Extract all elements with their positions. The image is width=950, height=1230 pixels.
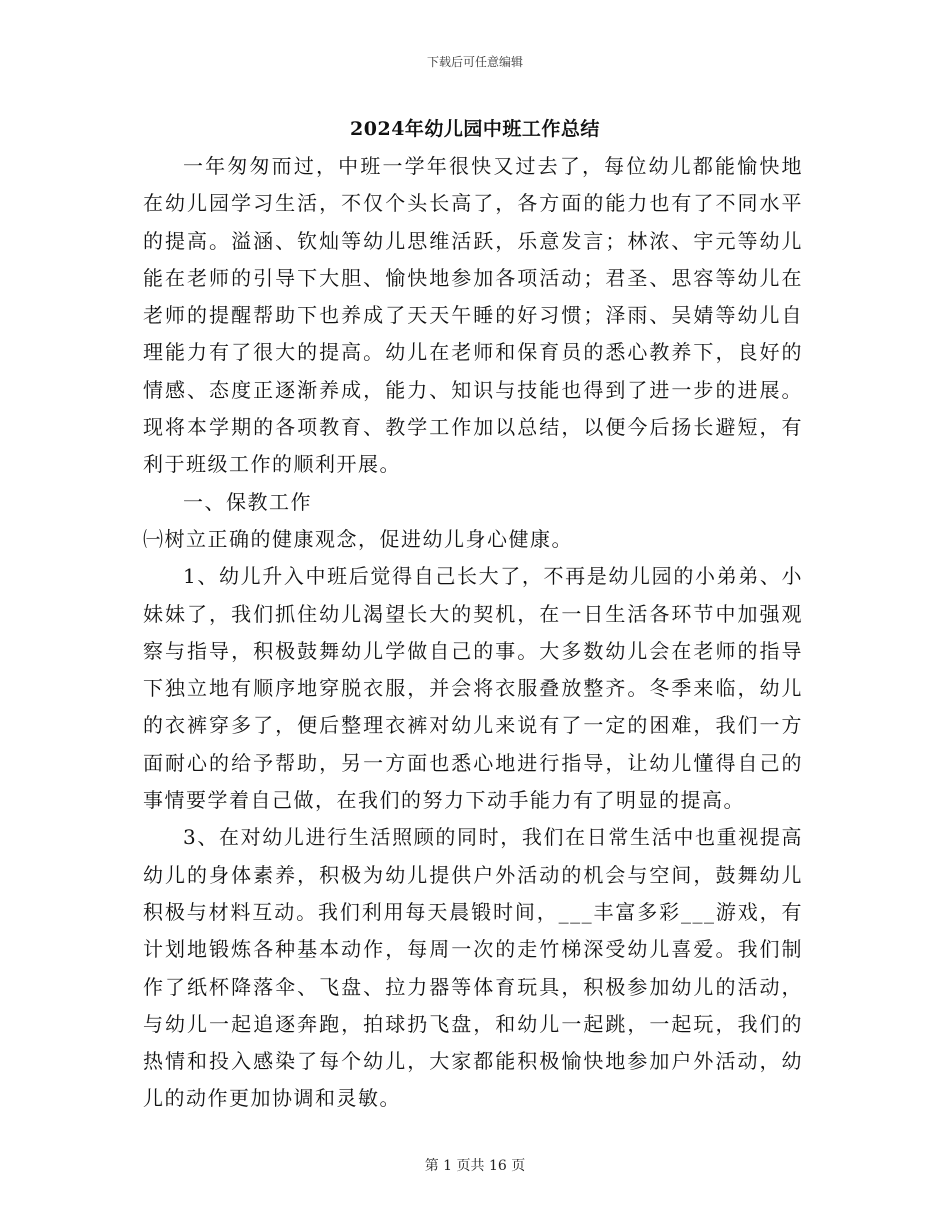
paragraph-intro: 一年匆匆而过，中班一学年很快又过去了，每位幼儿都能愉快地在幼儿园学习生活，不仅个头长高了，各方面的能力也有了不同水平的提高。溢涵、钦灿等幼儿思维活跃，乐意发言；林浓、宇元等幼儿能在老师的引导下大胆、愉快地参加各项活动；君圣、思容等幼儿在老师的提醒帮助下也养成了天天午睡的好习惯；泽雨、吴婧等幼儿自理能力有了很大的提高。幼儿在老师和保育员的悉心教养下，良好的情感、态度正逐渐养成，能力、知识与技能也得到了进一步的进展。现将本学期的各项教育、教学工作加以总结，以便今后扬长避短，有利于班级工作的顺利开展。 <box>143 154 803 477</box>
document-body <box>143 148 803 1118</box>
subsection-heading: ㈠树立正确的健康观念，促进幼儿身心健康。 <box>143 526 573 551</box>
paragraph-item-3: 3、在对幼儿进行生活照顾的同时，我们在日常生活中也重视提高幼儿的身体素养，积极为幼儿提供户外活动的机会与空间，鼓舞幼儿积极与材料互动。我们利用每天晨锻时间，___丰富多彩___游戏，有计划地锻炼各种基本动作，每周一次的走竹梯深受幼儿喜爱。我们制作了纸杯降落伞、飞盘、拉力器等体育玩具，积极参加幼儿的活动，与幼儿一起追逐奔跑，拍球扔飞盘，和幼儿一起跳，一起玩，我们的热情和投入感染了每个幼儿，大家都能积极愉快地参加户外活动，幼儿的动作更加协调和灵敏。 <box>143 825 803 1111</box>
page-footer: 第 1 页共 16 页 <box>424 1158 526 1174</box>
header-note: 下载后可任意编辑 <box>426 55 523 69</box>
document-title: 2024年幼儿园中班工作总结 <box>350 118 600 140</box>
section-heading: 一、保教工作 <box>183 489 312 514</box>
paragraph-item-1: 1、幼儿升入中班后觉得自己长大了，不再是幼儿园的小弟弟、小妹妹了，我们抓住幼儿渴望长大的契机，在一日生活各环节中加强观察与指导，积极鼓舞幼儿学做自己的事。大多数幼儿会在老师的指导下独立地有顺序地穿脱衣服，并会将衣服叠放整齐。冬季来临，幼儿的衣裤穿多了，便后整理衣裤对幼儿来说有了一定的困难，我们一方面耐心的给予帮助，另一方面也悉心地进行指导，让幼儿懂得自己的事情要学着自己做，在我们的努力下动手能力有了明显的提高。 <box>143 564 803 813</box>
